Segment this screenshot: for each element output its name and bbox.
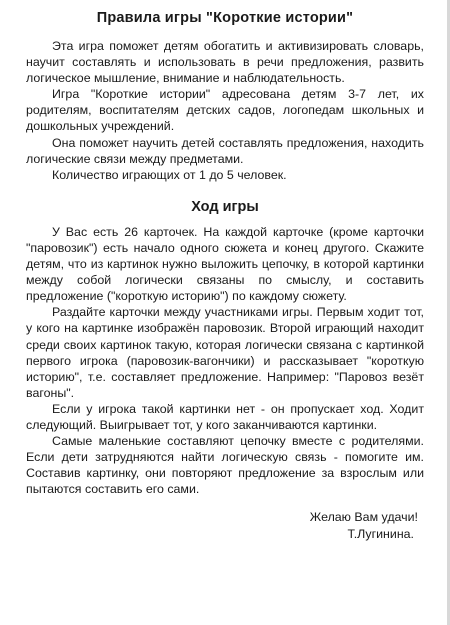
section-title: Ход игры: [191, 198, 259, 215]
author-name: Т.Лугинина.: [347, 527, 414, 542]
signoff-text: Желаю Вам удачи!: [309, 510, 418, 525]
gameplay-section: [26, 224, 424, 498]
body-paragraph: Самые маленькие составляют цепочку вместе с родителями. Если дети затрудняются найти логическую связь - помогите им. Составив картинку, они повторяют предложение за взрослым или пытаются составить его сами.: [26, 434, 424, 497]
signature-block: [26, 509, 424, 543]
body-paragraph: Раздайте карточки между участниками игры. Первым ходит тот, у кого на картинке изображён паровозик. Второй играющий находит среди своих картинок такую, которая логически связана с картинкой первого игрока (паровозик-вагончики) и рассказывает "короткую историю", т.е. составляет предложение. Например: "Паровоз везёт вагоны".: [26, 305, 424, 400]
intro-paragraph: Игра "Короткие истории" адресована детям 3-7 лет, их родителям, воспитателям детских садов, логопедам школьных и дошкольных учреждений.: [26, 87, 424, 134]
page-title: Правила игры "Короткие истории": [96, 10, 354, 26]
intro-paragraph: Количество играющих от 1 до 5 человек.: [52, 167, 287, 182]
intro-paragraph: Эта игра поможет детям обогатить и активизировать словарь, научит составлять и использовать в речи предложения, развить логическое мышление, внимание и наблюдательность.: [26, 39, 424, 86]
body-paragraph: У Вас есть 26 карточек. На каждой карточке (кроме карточки "паровозик") есть начало одного сюжета и конец другого. Скажите детям, что из картинок нужно выложить цепочку, в которой картинки между собой логически связаны по смыслу, и составить предложение ("короткую историю") по каждому сюжету.: [26, 224, 424, 304]
body-paragraph: Если у игрока такой картинки нет - он пропускает ход. Ходит следующий. Выигрывает тот, у кого заканчиваются картинки.: [26, 401, 424, 432]
intro-paragraph: Она поможет научить детей составлять предложения, находить логические связи между предметами.: [26, 135, 424, 166]
intro-section: [26, 38, 424, 183]
